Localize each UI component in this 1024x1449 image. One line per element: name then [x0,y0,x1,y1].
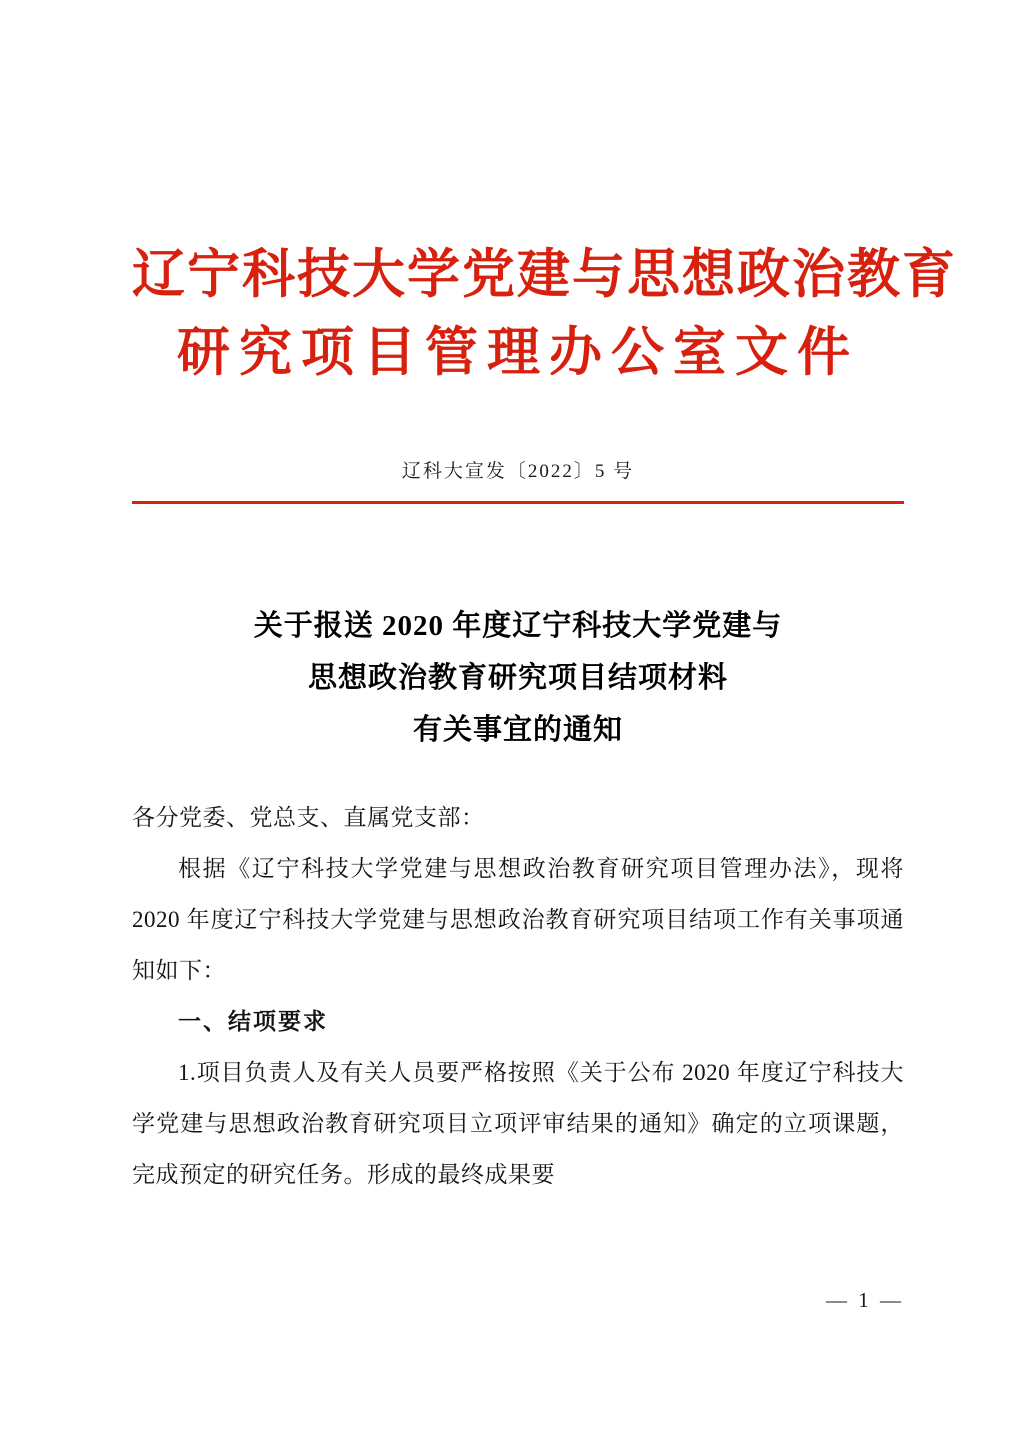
red-divider-rule [132,501,904,504]
body-paragraph-1: 根据《辽宁科技大学党建与思想政治教育研究项目管理办法》，现将 2020 年度辽宁科技大学党建与思想政治教育研究项目结项工作有关事项通知如下： [132,856,904,983]
salutation: 各分党委、党总支、直属党支部： [132,805,485,830]
masthead-line-1: 辽宁科技大学党建与思想政治教育 [132,246,957,304]
document-title [132,600,904,756]
page-number: — 1 — [826,1288,904,1312]
masthead-line-2: 研究项目管理办公室文件 [177,324,859,382]
document-title-line-3: 有关事宜的通知 [412,714,623,746]
document-title-line-2: 思想政治教育研究项目结项材料 [307,662,728,694]
section-heading-1: 一、结项要求 [178,1009,328,1034]
document-body [132,792,904,1200]
document-number: 辽科大宣发〔2022〕5 号 [401,461,635,482]
page-content [132,0,957,1200]
document-title-line-1: 关于报送 2020 年度辽宁科技大学党建与 [253,610,783,642]
body-paragraph-2: 1.项目负责人及有关人员要严格按照《关于公布 2020 年度辽宁科技大学党建与思想政治教育研究项目立项评审结果的通知》确定的立项课题，完成预定的研究任务。形成的最终成果要 [132,1060,904,1187]
masthead [132,238,957,390]
